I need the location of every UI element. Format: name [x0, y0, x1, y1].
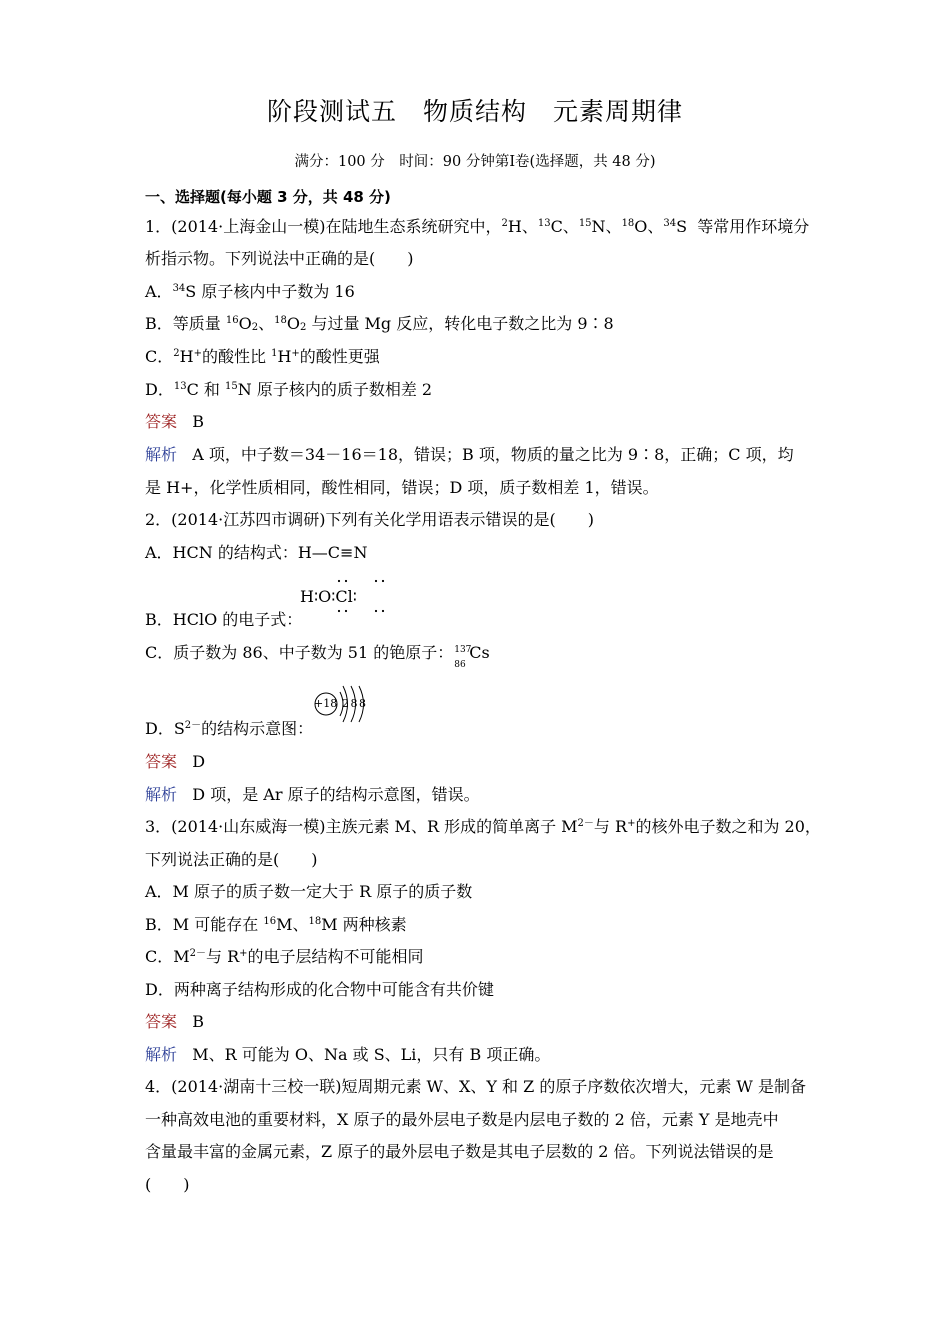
q1-explanation-line2: 是 H+，化学性质相同，酸性相同，错误；D 项，质子数相差 1，错误。 [145, 478, 659, 497]
q3-option-b: B．M 可能存在 $^{16}$M、$^{18}$M 两种核素 [145, 915, 407, 934]
page-title: 阶段测试五 物质结构 元素周期律 [266, 97, 683, 126]
q1-option-d: D．$^{13}$C 和 $^{15}$N 原子核内的质子数相差 2 [145, 380, 433, 399]
q1-answer: 答案 B [145, 412, 205, 431]
answer-label: 答案 [145, 412, 178, 431]
q2-option-c: C．质子数为 86、中子数为 51 的铯原子： 137 86 Cs [145, 643, 490, 670]
q3-option-d: D．两种离子结构形成的化合物中可能含有共价键 [145, 980, 494, 999]
hclo-formula: H∶O∶Cl∶ [300, 587, 357, 606]
section-heading: 一、选择题(每小题 3 分，共 48 分) [145, 188, 391, 206]
q4-stem-line2: 一种高效电池的重要材料，X 原子的最外层电子数是内层电子数的 2 倍，元素 Y 是地壳中 [145, 1110, 779, 1129]
q4-stem-line4: ( ) [145, 1175, 190, 1194]
nucleus-charge: +18 [314, 697, 338, 710]
q3-stem-line2: 下列说法正确的是( ) [145, 850, 318, 869]
q2-explanation: 解析 D 项，是 Ar 原子的结构示意图，错误。 [145, 785, 480, 804]
explanation-label: 解析 [145, 1045, 178, 1064]
explanation-label: 解析 [145, 445, 178, 464]
electron-shells: 2 8 8 [342, 697, 365, 710]
q2-stem: 2．(2014·江苏四市调研)下列有关化学用语表示错误的是( ) [145, 510, 594, 529]
q1-stem-line1: 1．(2014·上海金山一模)在陆地生态系统研究中，$^2$H、$^{13}$C、$^{15}$N、$^{18}$O、$^{34}$S 等常用作环境分 [145, 217, 810, 236]
q2-answer: 答案 D [145, 752, 206, 771]
q1-option-c: C．$^2$H+的酸性比 $^1$H+的酸性更强 [145, 347, 380, 366]
q3-stem-line1: 3．(2014·山东威海一模)主族元素 M、R 形成的简单离子 $M^{2-}$与 R+的核外电子数之和为 20， [145, 817, 821, 836]
q4-stem-line1: 4．(2014·湖南十三校一联)短周期元素 W、X、Y 和 Z 的原子序数依次增大，元素 W 是制备 [145, 1077, 806, 1096]
page-subtitle: 满分：100 分 时间：90 分钟第Ⅰ卷(选择题，共 48 分) [294, 154, 656, 170]
nuclide-notation: 137 86 [454, 645, 472, 670]
explanation-label: 解析 [145, 785, 178, 804]
q1-option-b: B．等质量 $^{16}O_2$、$^{18}O_2$ 与过量 Mg 反应，转化电子数之比为 9∶8 [145, 314, 614, 333]
q3-option-a: A．M 原子的质子数一定大于 R 原子的质子数 [145, 882, 473, 901]
q4-stem-line3: 含量最丰富的金属元素，Z 原子的最外层电子数是其电子层数的 2 倍。下列说法错误的是 [145, 1142, 774, 1161]
q3-option-c: C．$M^{2-}$与 R+的电子层结构不可能相同 [145, 947, 424, 966]
answer-label: 答案 [145, 752, 178, 771]
q2-option-d: D．$S^{2-}$的结构示意图： [145, 719, 314, 738]
q2-option-b: B．HClO 的电子式： [145, 610, 303, 629]
q1-stem-line2: 析指示物。下列说法中正确的是( ) [145, 249, 414, 268]
answer-label: 答案 [145, 1012, 178, 1031]
q3-explanation: 解析 M、R 可能为 O、Na 或 S、Li，只有 B 项正确。 [145, 1045, 551, 1064]
q1-explanation-line1: 解析 A 项，中子数＝34－16＝18，错误；B 项，物质的量之比为 9∶8，正确；C 项，均 [145, 445, 794, 464]
q2-option-a: A．HCN 的结构式：H—C≡N [145, 543, 368, 562]
q1-option-a: A．$^{34}$S 原子核内中子数为 16 [145, 282, 355, 301]
q3-answer: 答案 B [145, 1012, 205, 1031]
